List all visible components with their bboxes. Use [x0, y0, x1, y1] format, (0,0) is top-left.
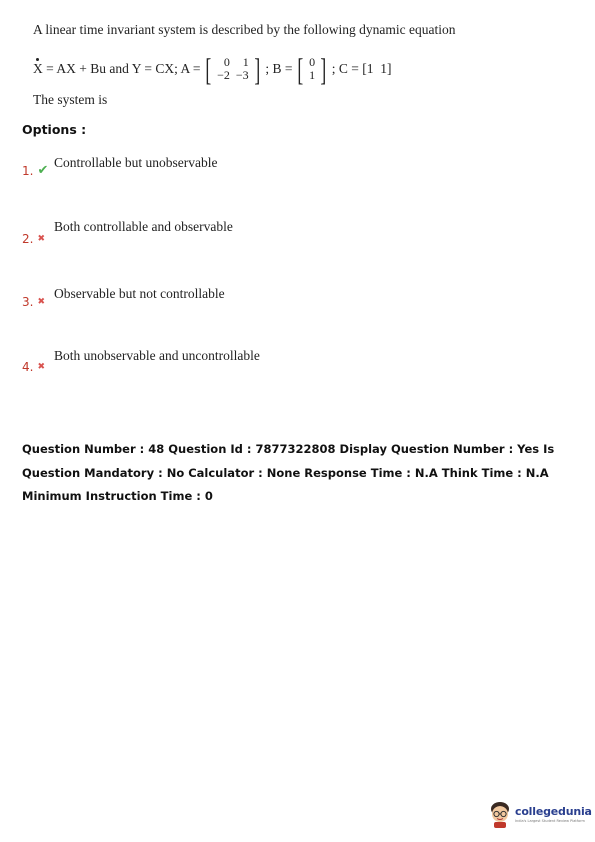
wrong-cross-icon: ✖: [37, 362, 45, 372]
correct-check-icon: ✔: [37, 163, 49, 178]
matrix-a-cell: 0: [223, 55, 230, 69]
matrix-a-cell: −2: [217, 68, 230, 82]
equation-part-1: = AX + Bu and Y = CX; A =: [42, 61, 201, 76]
logo-text-block: [515, 805, 592, 823]
option-number-label: 2.: [22, 232, 34, 246]
option-3-text[interactable]: Observable but not controllable: [54, 286, 225, 301]
matrix-b-left-bracket: [: [297, 51, 304, 87]
question-stem-line-1: A linear time invariant system is described by the following dynamic equation: [33, 22, 456, 37]
collegedunia-logo[interactable]: [488, 800, 592, 828]
option-4-number: [22, 360, 45, 374]
question-stem-line-2: The system is: [33, 92, 108, 107]
matrix-a-left-bracket: [: [205, 51, 212, 87]
matrix-b-cell: 1: [309, 68, 316, 82]
option-number-label: 4.: [22, 360, 34, 374]
wrong-cross-icon: ✖: [37, 297, 45, 307]
logo-tagline: India's Largest Student Review Platform: [515, 819, 585, 823]
matrix-a: [203, 53, 262, 85]
matrix-a-cell: −3: [235, 68, 249, 82]
question-metadata: Question Number : 48 Question Id : 7877322808 Display Question Number : Yes Is Question Mandatory : No Calculator : None Response Time : N.A Think Time : N.A Minimum Instruction Time : 0: [22, 442, 555, 503]
matrix-a-right-bracket: ]: [254, 51, 260, 87]
options-heading: Options :: [22, 122, 87, 137]
option-2-text[interactable]: Both controllable and observable: [54, 219, 233, 234]
option-number-label: 1.: [22, 163, 34, 178]
x-dot-symbol: X: [33, 61, 43, 76]
matrix-b: [295, 53, 328, 85]
student-mascot-icon: [488, 800, 512, 828]
option-4-text[interactable]: Both unobservable and uncontrollable: [54, 348, 260, 363]
option-number-label: 3.: [22, 295, 34, 309]
option-2-number: [22, 232, 45, 246]
question-equation: [33, 52, 392, 86]
option-1-number: [22, 163, 48, 178]
equation-sep-b: ; C = [1 1]: [331, 61, 392, 76]
logo-wordmark: collegedunia: [515, 805, 592, 818]
matrix-a-cell: 1: [242, 55, 249, 69]
wrong-cross-icon: ✖: [37, 234, 45, 244]
equation-sep-a: ; B =: [265, 61, 293, 76]
matrix-b-right-bracket: ]: [320, 51, 327, 87]
option-1-text[interactable]: Controllable but unobservable: [54, 155, 218, 170]
matrix-b-cell: 0: [309, 55, 316, 69]
option-3-number: [22, 295, 45, 309]
